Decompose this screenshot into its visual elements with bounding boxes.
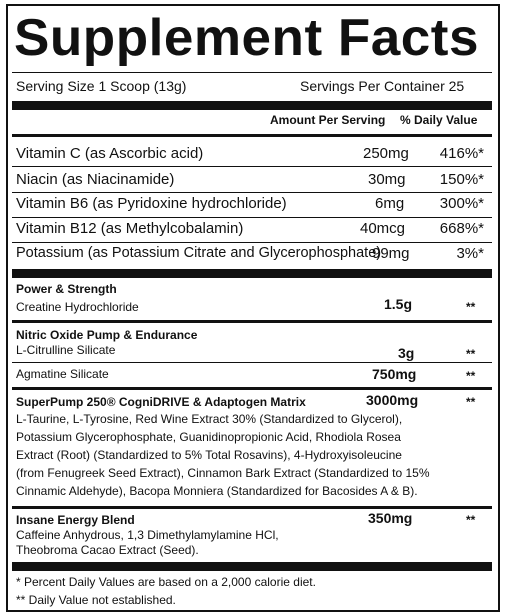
superpump-amount: 3000mg	[366, 392, 419, 408]
divider	[12, 217, 492, 218]
superpump-ingredients-line: (from Fenugreek Seed Extract), Cinnamon Bark Extract (Standardized to 15%	[16, 466, 430, 480]
servings-per-container: Servings Per Container 25	[300, 78, 465, 94]
energy-blend-dv: **	[466, 513, 476, 527]
footnote-dv-not-established: ** Daily Value not established.	[16, 593, 176, 607]
creatine-label: Creatine Hydrochloride	[16, 300, 139, 314]
divider	[12, 320, 492, 323]
vitamin-b6-dv: 300%*	[439, 195, 484, 212]
amount-per-serving-header: Amount Per Serving	[270, 113, 386, 127]
vitamin-c-dv: 416%*	[439, 145, 484, 162]
creatine-amount: 1.5g	[384, 296, 413, 312]
thick-divider	[12, 562, 492, 571]
vitamin-b6-label: Vitamin B6 (as Pyridoxine hydrochloride)	[16, 195, 287, 212]
superpump-ingredients-line: Cinnamic Aldehyde), Bacopa Monniera (Standardized for Bacosides A & B).	[16, 484, 418, 498]
divider	[12, 242, 492, 243]
niacin-label: Niacin (as Niacinamide)	[16, 171, 175, 188]
agmatine-dv: **	[466, 369, 476, 383]
serving-size: Serving Size 1 Scoop (13g)	[16, 78, 187, 94]
vitamin-c-amount: 250mg	[363, 145, 409, 162]
divider	[12, 506, 492, 509]
vitamin-c-label: Vitamin C (as Ascorbic acid)	[16, 145, 204, 162]
panel-title: Supplement Facts	[14, 9, 479, 67]
citrulline-label: L-Citrulline Silicate	[16, 343, 116, 357]
potassium-label: Potassium (as Potassium Citrate and Glycerophosphate)	[16, 245, 382, 261]
creatine-dv: **	[466, 300, 476, 314]
superpump-ingredients-line: Extract (Root) (Standardized to 5% Total Rosavins), 4-Hydroxyisoleucine	[16, 448, 402, 462]
potassium-amount: 99mg	[372, 245, 410, 262]
vitamin-b12-dv: 668%*	[439, 220, 484, 237]
energy-blend-amount: 350mg	[368, 510, 413, 526]
energy-ingredients-line: Caffeine Anhydrous, 1,3 Dimethylamylamine HCl,	[16, 528, 279, 542]
thick-divider	[12, 269, 492, 278]
divider	[12, 192, 492, 193]
energy-blend-heading: Insane Energy Blend	[16, 513, 135, 527]
supplement-facts-panel	[6, 4, 500, 612]
vitamin-b12-label: Vitamin B12 (as Methylcobalamin)	[16, 220, 244, 237]
daily-value-header: % Daily Value	[400, 113, 478, 127]
agmatine-amount: 750mg	[372, 366, 417, 382]
energy-ingredients-line: Theobroma Cacao Extract (Seed).	[16, 543, 199, 557]
footnote-percent-dv: * Percent Daily Values are based on a 2,000 calorie diet.	[16, 575, 316, 589]
niacin-dv: 150%*	[439, 171, 484, 188]
thick-divider	[12, 101, 492, 110]
superpump-ingredients-line: L-Taurine, L-Tyrosine, Red Wine Extract 30% (Standardized to Glycerol),	[16, 412, 403, 426]
power-strength-heading: Power & Strength	[16, 282, 117, 296]
divider	[12, 387, 492, 390]
superpump-ingredients-line: Potassium Glycerophosphate, Guanidinopropionic Acid, Rhodiola Rosea	[16, 430, 401, 444]
vitamin-b12-amount: 40mcg	[360, 220, 406, 237]
superpump-heading: SuperPump 250® CogniDRIVE & Adaptogen Matrix	[16, 395, 306, 409]
divider	[12, 362, 492, 363]
nitric-oxide-heading: Nitric Oxide Pump & Endurance	[16, 328, 198, 342]
citrulline-dv: **	[466, 347, 476, 361]
niacin-amount: 30mg	[368, 171, 406, 188]
divider	[12, 72, 492, 73]
divider	[12, 134, 492, 137]
potassium-dv: 3%*	[456, 245, 484, 262]
agmatine-label: Agmatine Silicate	[16, 367, 109, 381]
vitamin-b6-amount: 6mg	[375, 195, 405, 212]
citrulline-amount: 3g	[398, 345, 415, 361]
superpump-dv: **	[466, 395, 476, 409]
divider	[12, 166, 492, 167]
